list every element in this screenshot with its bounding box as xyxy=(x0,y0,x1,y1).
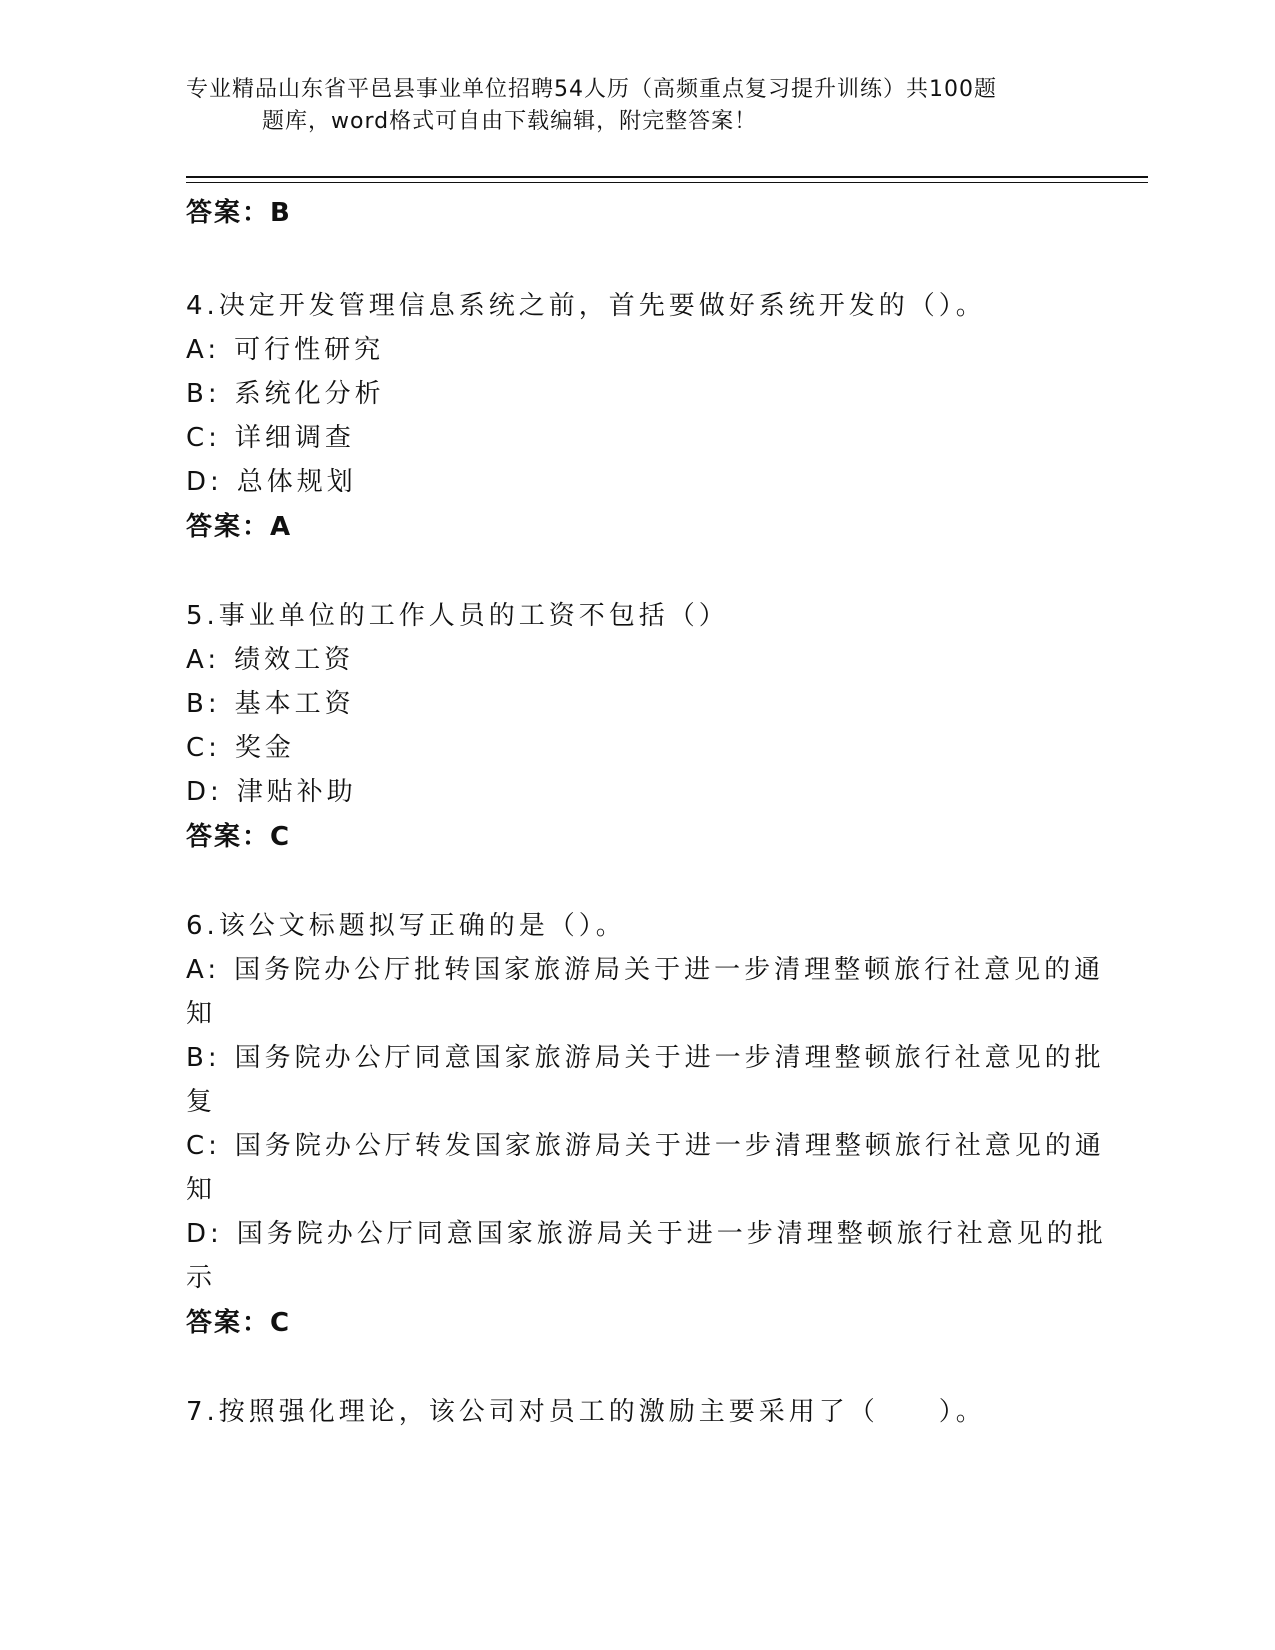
option-6a-continued: 知 xyxy=(186,999,217,1029)
option-label: B: xyxy=(186,379,221,409)
option-label: D: xyxy=(186,1219,223,1249)
option-text: 国务院办公厅转发国家旅游局关于进一步清理整顿旅行社意见的通 xyxy=(234,1131,1105,1161)
option-6b-continued: 复 xyxy=(186,1087,217,1117)
option-5d xyxy=(186,770,1086,814)
option-5c xyxy=(186,726,1086,770)
option-6c xyxy=(186,1124,1105,1168)
option-label: D: xyxy=(186,777,223,807)
question-6: 6.该公文标题拟写正确的是（）。 xyxy=(186,911,626,941)
option-text: 系统化分析 xyxy=(234,379,385,409)
option-label: A: xyxy=(186,335,221,365)
option-5a xyxy=(186,638,1086,682)
option-label: B: xyxy=(186,1043,221,1073)
option-label: C: xyxy=(186,1131,221,1161)
option-5b xyxy=(186,682,1086,726)
option-4b xyxy=(186,372,1086,416)
option-text: 国务院办公厅同意国家旅游局关于进一步清理整顿旅行社意见的批 xyxy=(234,1043,1105,1073)
option-text: 绩效工资 xyxy=(234,645,355,675)
option-text: 可行性研究 xyxy=(234,335,385,365)
option-6b xyxy=(186,1036,1105,1080)
header-line-2: 题库，word格式可自由下载编辑，附完整答案！ xyxy=(262,109,758,134)
answer-6: 答案：C xyxy=(186,1308,292,1338)
option-text: 基本工资 xyxy=(234,689,355,719)
header-rule-thick xyxy=(186,176,1148,178)
option-label: A: xyxy=(186,955,221,985)
option-text: 详细调查 xyxy=(234,423,355,453)
option-text: 总体规划 xyxy=(236,467,357,497)
option-6d-continued: 示 xyxy=(186,1263,217,1293)
header-rule-thin xyxy=(186,182,1148,183)
option-6a xyxy=(186,948,1105,992)
question-5: 5.事业单位的工作人员的工资不包括（） xyxy=(186,601,729,631)
question-list xyxy=(186,190,1107,1434)
answer-5: 答案：C xyxy=(186,822,292,852)
answer-prev: 答案：B xyxy=(186,198,292,228)
option-label: C: xyxy=(186,733,221,763)
question-4: 4.决定开发管理信息系统之前，首先要做好系统开发的（）。 xyxy=(186,291,986,321)
option-label: B: xyxy=(186,689,221,719)
answer-4: 答案：A xyxy=(186,512,293,542)
document-header xyxy=(186,74,1086,138)
header-line-1: 专业精品山东省平邑县事业单位招聘54人历（高频重点复习提升训练）共100题 xyxy=(186,77,997,102)
option-4a xyxy=(186,328,1086,372)
option-text: 国务院办公厅批转国家旅游局关于进一步清理整顿旅行社意见的通 xyxy=(234,955,1105,985)
option-text: 津贴补助 xyxy=(236,777,357,807)
option-6d xyxy=(186,1212,1107,1256)
option-label: A: xyxy=(186,645,221,675)
option-label: C: xyxy=(186,423,221,453)
option-label: D: xyxy=(186,467,223,497)
option-text: 奖金 xyxy=(234,733,295,763)
option-4c xyxy=(186,416,1086,460)
question-7: 7.按照强化理论，该公司对员工的激励主要采用了（ ）。 xyxy=(186,1397,986,1427)
option-6c-continued: 知 xyxy=(186,1175,217,1205)
option-text: 国务院办公厅同意国家旅游局关于进一步清理整顿旅行社意见的批 xyxy=(236,1219,1107,1249)
option-4d xyxy=(186,460,1086,504)
